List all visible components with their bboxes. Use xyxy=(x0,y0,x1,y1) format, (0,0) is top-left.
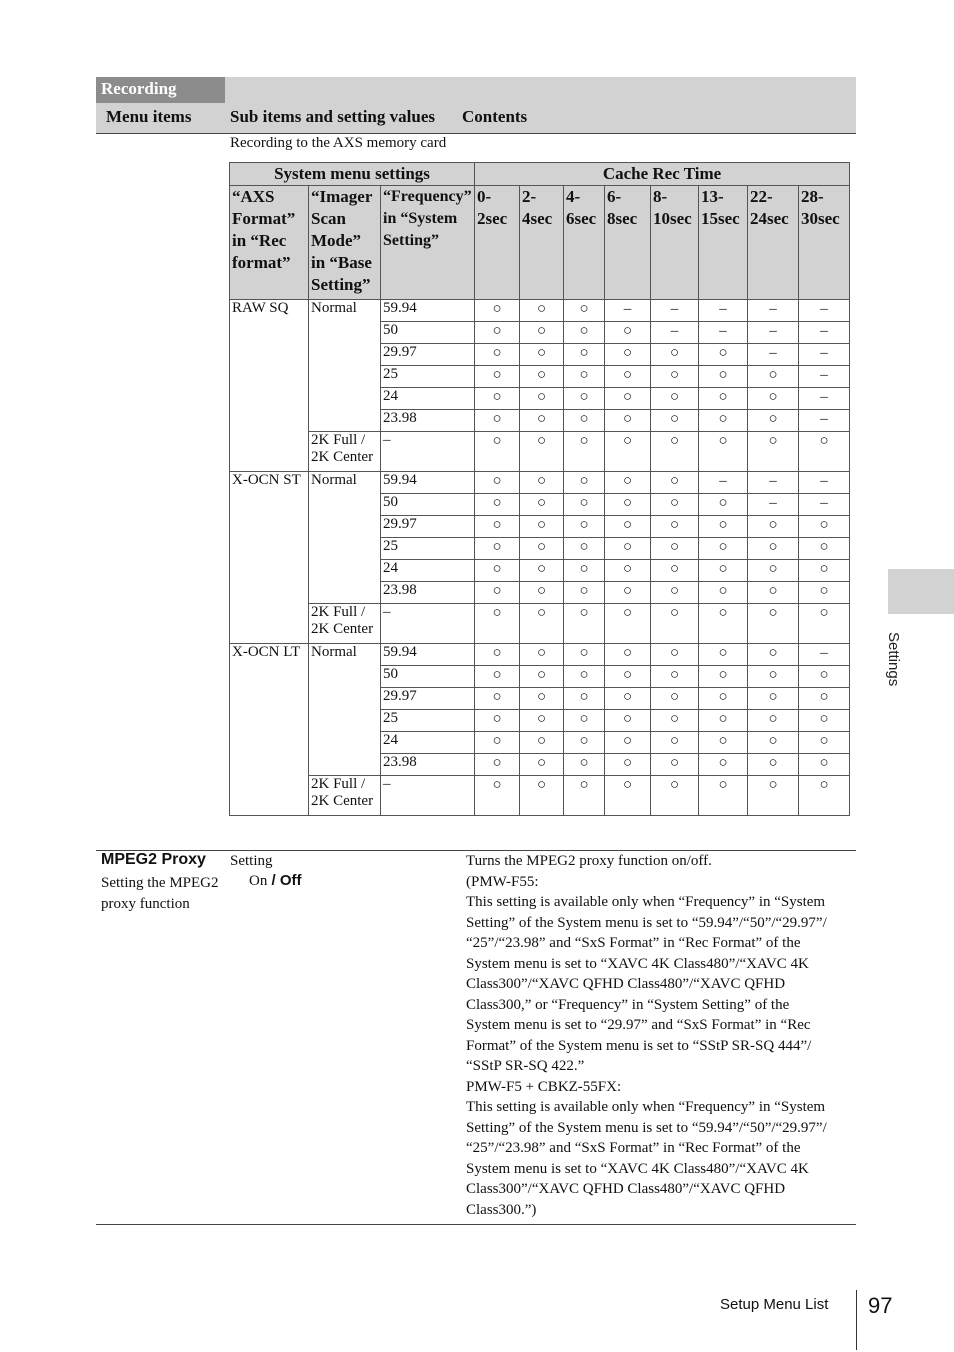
cell-availability-mark: ○ xyxy=(520,644,564,666)
cell-availability-mark: ○ xyxy=(475,366,520,388)
cell-frequency: 50 xyxy=(381,322,475,344)
cell-availability-mark: ○ xyxy=(564,432,605,472)
cell-availability-mark: ○ xyxy=(605,494,651,516)
cell-availability-mark: ○ xyxy=(475,604,520,644)
cell-frequency: 29.97 xyxy=(381,516,475,538)
cell-availability-mark: ○ xyxy=(651,732,699,754)
cell-availability-mark: ○ xyxy=(748,516,799,538)
cell-availability-mark: ○ xyxy=(564,582,605,604)
cell-frequency: 29.97 xyxy=(381,344,475,366)
cell-availability-mark: ○ xyxy=(651,560,699,582)
cell-availability-mark: ○ xyxy=(564,688,605,710)
contents-line: Setting” of the System menu is set to “59.94”/“50”/“29.97”/ xyxy=(466,1119,827,1136)
cell-availability-mark: ○ xyxy=(520,516,564,538)
cell-availability-mark: – xyxy=(799,644,850,666)
contents-line: Setting” of the System menu is set to “59.94”/“50”/“29.97”/ xyxy=(466,914,827,931)
cell-availability-mark: – xyxy=(748,494,799,516)
recording-note: Recording to the AXS memory card xyxy=(230,135,447,151)
value-off-default: Off xyxy=(279,872,302,889)
cell-availability-mark: ○ xyxy=(475,732,520,754)
cell-availability-mark: ○ xyxy=(605,472,651,494)
cell-availability-mark: ○ xyxy=(651,688,699,710)
cell-availability-mark: ○ xyxy=(748,388,799,410)
col-header-cache-time: 0- 2sec xyxy=(475,186,520,300)
cell-availability-mark: ○ xyxy=(520,344,564,366)
cell-availability-mark: ○ xyxy=(564,538,605,560)
side-thumb-tab xyxy=(888,569,954,614)
col-header-frequency: “Frequency” in “System Setting” xyxy=(381,186,475,300)
cell-axs-format: X-OCN ST xyxy=(230,472,309,644)
cell-availability-mark: – xyxy=(651,300,699,322)
cell-availability-mark: ○ xyxy=(651,494,699,516)
column-header-sub-items: Sub items and setting values xyxy=(230,107,435,126)
cell-frequency: 25 xyxy=(381,366,475,388)
cell-availability-mark: ○ xyxy=(520,710,564,732)
col-header-cache-time: 13- 15sec xyxy=(699,186,748,300)
cell-scan-mode: 2K Full / 2K Center xyxy=(309,604,381,644)
contents-line: System menu is set to “29.97” and “SxS Format” in “Rec xyxy=(466,1017,811,1033)
contents-line: Turns the MPEG2 proxy function on/off. xyxy=(466,853,712,869)
cell-frequency: 24 xyxy=(381,388,475,410)
contents-line: Class300”/“XAVC QFHD Class480”/“XAVC QFHD xyxy=(466,976,786,992)
cell-availability-mark: ○ xyxy=(605,776,651,816)
cell-axs-format: X-OCN LT xyxy=(230,644,309,816)
contents-line: System menu is set to “XAVC 4K Class480”/“XAVC 4K xyxy=(466,955,809,972)
cell-availability-mark: ○ xyxy=(799,754,850,776)
cell-availability-mark: – xyxy=(605,300,651,322)
cell-availability-mark: ○ xyxy=(475,494,520,516)
cell-availability-mark: ○ xyxy=(748,410,799,432)
cell-availability-mark: ○ xyxy=(699,560,748,582)
cell-frequency: 25 xyxy=(381,710,475,732)
cell-availability-mark: ○ xyxy=(651,666,699,688)
cell-availability-mark: ○ xyxy=(699,644,748,666)
cell-frequency: 23.98 xyxy=(381,410,475,432)
cell-availability-mark: ○ xyxy=(799,560,850,582)
cell-availability-mark: ○ xyxy=(651,344,699,366)
table-row xyxy=(230,300,850,322)
cell-availability-mark: ○ xyxy=(605,604,651,644)
cell-frequency: – xyxy=(381,776,475,816)
cell-availability-mark: ○ xyxy=(699,776,748,816)
cell-availability-mark: ○ xyxy=(748,432,799,472)
contents-line: This setting is available only when “Frequency” in “System xyxy=(466,894,826,910)
cell-availability-mark: ○ xyxy=(605,538,651,560)
cell-availability-mark: ○ xyxy=(651,776,699,816)
cell-availability-mark: ○ xyxy=(564,388,605,410)
table-row xyxy=(230,644,850,666)
cell-availability-mark: ○ xyxy=(475,410,520,432)
cell-axs-format: RAW SQ xyxy=(230,300,309,472)
cell-availability-mark: ○ xyxy=(520,410,564,432)
cell-availability-mark: ○ xyxy=(799,516,850,538)
cell-scan-mode: Normal xyxy=(309,472,381,604)
table-row xyxy=(230,472,850,494)
contents-line: Class300,” or “Frequency” in “System Setting” of the xyxy=(466,996,790,1013)
cell-availability-mark: ○ xyxy=(475,344,520,366)
cell-availability-mark: ○ xyxy=(520,754,564,776)
cell-availability-mark: ○ xyxy=(651,538,699,560)
cell-availability-mark: ○ xyxy=(699,516,748,538)
cell-availability-mark: – xyxy=(799,388,850,410)
cell-availability-mark: ○ xyxy=(475,538,520,560)
col-header-cache-time: 4- 6sec xyxy=(564,186,605,300)
cell-availability-mark: ○ xyxy=(651,710,699,732)
cell-availability-mark: ○ xyxy=(748,710,799,732)
cell-availability-mark: – xyxy=(748,300,799,322)
contents-line: “25”/“23.98” and “SxS Format” in “Rec Format” of the xyxy=(466,935,801,951)
cell-scan-mode: Normal xyxy=(309,300,381,432)
cell-availability-mark: ○ xyxy=(475,432,520,472)
cell-availability-mark: ○ xyxy=(699,538,748,560)
group-header-system-menu: System menu settings xyxy=(230,163,475,186)
sub-item-setting: Setting xyxy=(230,853,273,869)
cell-scan-mode: 2K Full / 2K Center xyxy=(309,776,381,816)
cell-frequency: 24 xyxy=(381,560,475,582)
contents-line: Class300.”) xyxy=(466,1201,537,1218)
cell-availability-mark: – xyxy=(799,494,850,516)
cell-availability-mark: ○ xyxy=(799,666,850,688)
cell-availability-mark: ○ xyxy=(564,560,605,582)
cell-availability-mark: ○ xyxy=(605,322,651,344)
contents-line: “25”/“23.98” and “SxS Format” in “Rec Format” of the xyxy=(466,1140,801,1156)
header-divider xyxy=(96,133,856,134)
cell-availability-mark: ○ xyxy=(799,732,850,754)
cell-availability-mark: ○ xyxy=(475,472,520,494)
cell-availability-mark: ○ xyxy=(564,776,605,816)
cell-availability-mark: – xyxy=(699,472,748,494)
contents-line: System menu is set to “XAVC 4K Class480”/“XAVC 4K xyxy=(466,1160,809,1177)
cell-availability-mark: ○ xyxy=(799,710,850,732)
cell-availability-mark: ○ xyxy=(605,582,651,604)
cell-availability-mark: ○ xyxy=(475,754,520,776)
cell-availability-mark: ○ xyxy=(748,666,799,688)
cell-availability-mark: ○ xyxy=(605,644,651,666)
cell-availability-mark: ○ xyxy=(520,494,564,516)
cell-availability-mark: ○ xyxy=(564,732,605,754)
cell-availability-mark: ○ xyxy=(520,366,564,388)
cell-availability-mark: ○ xyxy=(520,300,564,322)
col-header-cache-time: 22- 24sec xyxy=(748,186,799,300)
side-tab-label: Settings xyxy=(885,632,902,687)
contents-line: (PMW-F55: xyxy=(466,873,539,890)
cell-availability-mark: ○ xyxy=(651,644,699,666)
cell-availability-mark: ○ xyxy=(699,344,748,366)
cell-availability-mark: ○ xyxy=(748,688,799,710)
cell-frequency: 59.94 xyxy=(381,644,475,666)
cell-availability-mark: ○ xyxy=(699,604,748,644)
cell-availability-mark: ○ xyxy=(605,688,651,710)
cell-availability-mark: ○ xyxy=(651,366,699,388)
cell-availability-mark: ○ xyxy=(564,710,605,732)
cell-availability-mark: – xyxy=(699,300,748,322)
cell-availability-mark: ○ xyxy=(520,688,564,710)
cell-availability-mark: ○ xyxy=(748,644,799,666)
cell-availability-mark: – xyxy=(748,344,799,366)
cell-frequency: 59.94 xyxy=(381,300,475,322)
section-tab-recording: Recording xyxy=(96,77,225,103)
cell-availability-mark: – xyxy=(651,322,699,344)
column-header-menu-items: Menu items xyxy=(106,107,192,126)
cell-availability-mark: ○ xyxy=(651,516,699,538)
page-number: 97 xyxy=(868,1293,893,1318)
value-on: On xyxy=(249,873,268,889)
cell-availability-mark: ○ xyxy=(520,666,564,688)
cell-availability-mark: ○ xyxy=(475,322,520,344)
cell-availability-mark: ○ xyxy=(799,688,850,710)
cell-frequency: 59.94 xyxy=(381,472,475,494)
cell-availability-mark: ○ xyxy=(799,538,850,560)
cell-availability-mark: ○ xyxy=(699,410,748,432)
col-header-imager-scan: “Imager Scan Mode” in “Base Setting” xyxy=(309,186,381,300)
cell-availability-mark: ○ xyxy=(564,322,605,344)
setting-values xyxy=(249,872,302,890)
cell-availability-mark: ○ xyxy=(699,732,748,754)
cell-scan-mode: 2K Full / 2K Center xyxy=(309,432,381,472)
cell-availability-mark: ○ xyxy=(605,732,651,754)
cell-availability-mark: ○ xyxy=(475,644,520,666)
group-header-cache-rec-time: Cache Rec Time xyxy=(475,163,850,186)
cell-availability-mark: ○ xyxy=(651,604,699,644)
cell-availability-mark: ○ xyxy=(605,754,651,776)
cell-availability-mark: ○ xyxy=(605,516,651,538)
cell-availability-mark: ○ xyxy=(748,732,799,754)
cell-availability-mark: ○ xyxy=(564,516,605,538)
contents-line: “SStP SR-SQ 422.” xyxy=(466,1058,585,1074)
cell-frequency: 50 xyxy=(381,666,475,688)
cell-frequency: 23.98 xyxy=(381,754,475,776)
cell-availability-mark: ○ xyxy=(605,344,651,366)
cell-availability-mark: ○ xyxy=(605,560,651,582)
column-header-contents: Contents xyxy=(462,107,528,126)
col-header-cache-time: 28- 30sec xyxy=(799,186,850,300)
contents-description xyxy=(466,851,858,1220)
cell-availability-mark: ○ xyxy=(748,560,799,582)
cell-availability-mark: ○ xyxy=(475,560,520,582)
cell-availability-mark: ○ xyxy=(520,538,564,560)
cell-availability-mark: ○ xyxy=(699,710,748,732)
cell-availability-mark: ○ xyxy=(748,366,799,388)
cell-frequency: 50 xyxy=(381,494,475,516)
cell-availability-mark: ○ xyxy=(748,776,799,816)
table-row xyxy=(230,776,850,816)
menu-item-description: Setting the MPEG2 proxy function xyxy=(101,875,219,912)
footer-divider xyxy=(856,1290,857,1350)
cell-availability-mark: ○ xyxy=(520,776,564,816)
cell-availability-mark: ○ xyxy=(699,366,748,388)
cell-availability-mark: ○ xyxy=(564,754,605,776)
cell-availability-mark: ○ xyxy=(475,300,520,322)
cell-availability-mark: ○ xyxy=(651,754,699,776)
cell-availability-mark: ○ xyxy=(651,388,699,410)
cell-availability-mark: ○ xyxy=(475,582,520,604)
cell-availability-mark: ○ xyxy=(564,344,605,366)
value-separator: / xyxy=(267,872,280,889)
cell-availability-mark: ○ xyxy=(475,388,520,410)
col-header-cache-time: 2- 4sec xyxy=(520,186,564,300)
cell-availability-mark: ○ xyxy=(699,754,748,776)
cell-availability-mark: ○ xyxy=(520,732,564,754)
cell-availability-mark: ○ xyxy=(748,604,799,644)
cell-availability-mark: ○ xyxy=(699,494,748,516)
cell-frequency: 24 xyxy=(381,732,475,754)
cell-availability-mark: ○ xyxy=(564,604,605,644)
cell-availability-mark: ○ xyxy=(699,388,748,410)
cell-availability-mark: ○ xyxy=(475,776,520,816)
cell-availability-mark: – xyxy=(799,300,850,322)
cell-availability-mark: ○ xyxy=(520,322,564,344)
cell-availability-mark: ○ xyxy=(651,582,699,604)
cell-availability-mark: ○ xyxy=(799,432,850,472)
cell-availability-mark: ○ xyxy=(564,300,605,322)
table-row xyxy=(230,604,850,644)
cell-availability-mark: ○ xyxy=(475,688,520,710)
cell-availability-mark: ○ xyxy=(520,582,564,604)
cell-availability-mark: ○ xyxy=(520,472,564,494)
section-divider-bottom xyxy=(96,1224,856,1225)
cell-availability-mark: – xyxy=(748,472,799,494)
col-header-cache-time: 6- 8sec xyxy=(605,186,651,300)
cell-availability-mark: ○ xyxy=(564,644,605,666)
cell-availability-mark: ○ xyxy=(475,516,520,538)
cell-availability-mark: ○ xyxy=(799,604,850,644)
cell-availability-mark: – xyxy=(748,322,799,344)
cell-availability-mark: ○ xyxy=(564,366,605,388)
cell-availability-mark: ○ xyxy=(651,472,699,494)
cell-availability-mark: – xyxy=(799,344,850,366)
cell-availability-mark: ○ xyxy=(520,388,564,410)
cell-availability-mark: ○ xyxy=(564,494,605,516)
table-row xyxy=(230,432,850,472)
cell-availability-mark: ○ xyxy=(605,432,651,472)
col-header-cache-time: 8- 10sec xyxy=(651,186,699,300)
cell-availability-mark: – xyxy=(799,322,850,344)
cell-availability-mark: – xyxy=(699,322,748,344)
cell-availability-mark: ○ xyxy=(605,388,651,410)
cell-frequency: – xyxy=(381,432,475,472)
cell-availability-mark: – xyxy=(799,472,850,494)
cell-availability-mark: ○ xyxy=(605,710,651,732)
menu-item-mpeg2-proxy: MPEG2 Proxy xyxy=(101,851,206,868)
contents-line: Class300”/“XAVC QFHD Class480”/“XAVC QFHD xyxy=(466,1181,786,1197)
cell-availability-mark: ○ xyxy=(799,582,850,604)
cell-availability-mark: – xyxy=(799,366,850,388)
cell-frequency: 25 xyxy=(381,538,475,560)
cell-availability-mark: ○ xyxy=(520,432,564,472)
cell-availability-mark: ○ xyxy=(699,666,748,688)
cell-availability-mark: – xyxy=(799,410,850,432)
cell-availability-mark: ○ xyxy=(520,560,564,582)
cell-availability-mark: ○ xyxy=(651,410,699,432)
contents-line: PMW-F5 + CBKZ-55FX: xyxy=(466,1078,622,1095)
cell-availability-mark: ○ xyxy=(748,754,799,776)
cell-frequency: 29.97 xyxy=(381,688,475,710)
cell-availability-mark: ○ xyxy=(605,366,651,388)
contents-line: Format” of the System menu is set to “SStP SR-SQ 444”/ xyxy=(466,1037,812,1054)
footer-section-title: Setup Menu List xyxy=(720,1296,829,1313)
cell-availability-mark: ○ xyxy=(605,666,651,688)
cell-availability-mark: ○ xyxy=(748,582,799,604)
cell-availability-mark: ○ xyxy=(564,472,605,494)
cache-rec-time-table xyxy=(229,162,850,816)
cell-availability-mark: ○ xyxy=(651,432,699,472)
cell-availability-mark: ○ xyxy=(699,582,748,604)
cell-availability-mark: ○ xyxy=(475,666,520,688)
cell-availability-mark: ○ xyxy=(748,538,799,560)
cell-availability-mark: ○ xyxy=(699,688,748,710)
cell-availability-mark: ○ xyxy=(605,410,651,432)
cell-availability-mark: ○ xyxy=(699,432,748,472)
cell-availability-mark: ○ xyxy=(520,604,564,644)
cell-availability-mark: ○ xyxy=(475,710,520,732)
cell-frequency: 23.98 xyxy=(381,582,475,604)
col-header-axs-format: “AXS Format” in “Rec format” xyxy=(230,186,309,300)
contents-line: This setting is available only when “Frequency” in “System xyxy=(466,1099,826,1115)
cell-scan-mode: Normal xyxy=(309,644,381,776)
cell-availability-mark: ○ xyxy=(564,666,605,688)
cell-availability-mark: ○ xyxy=(799,776,850,816)
cell-availability-mark: ○ xyxy=(564,410,605,432)
cell-frequency: – xyxy=(381,604,475,644)
